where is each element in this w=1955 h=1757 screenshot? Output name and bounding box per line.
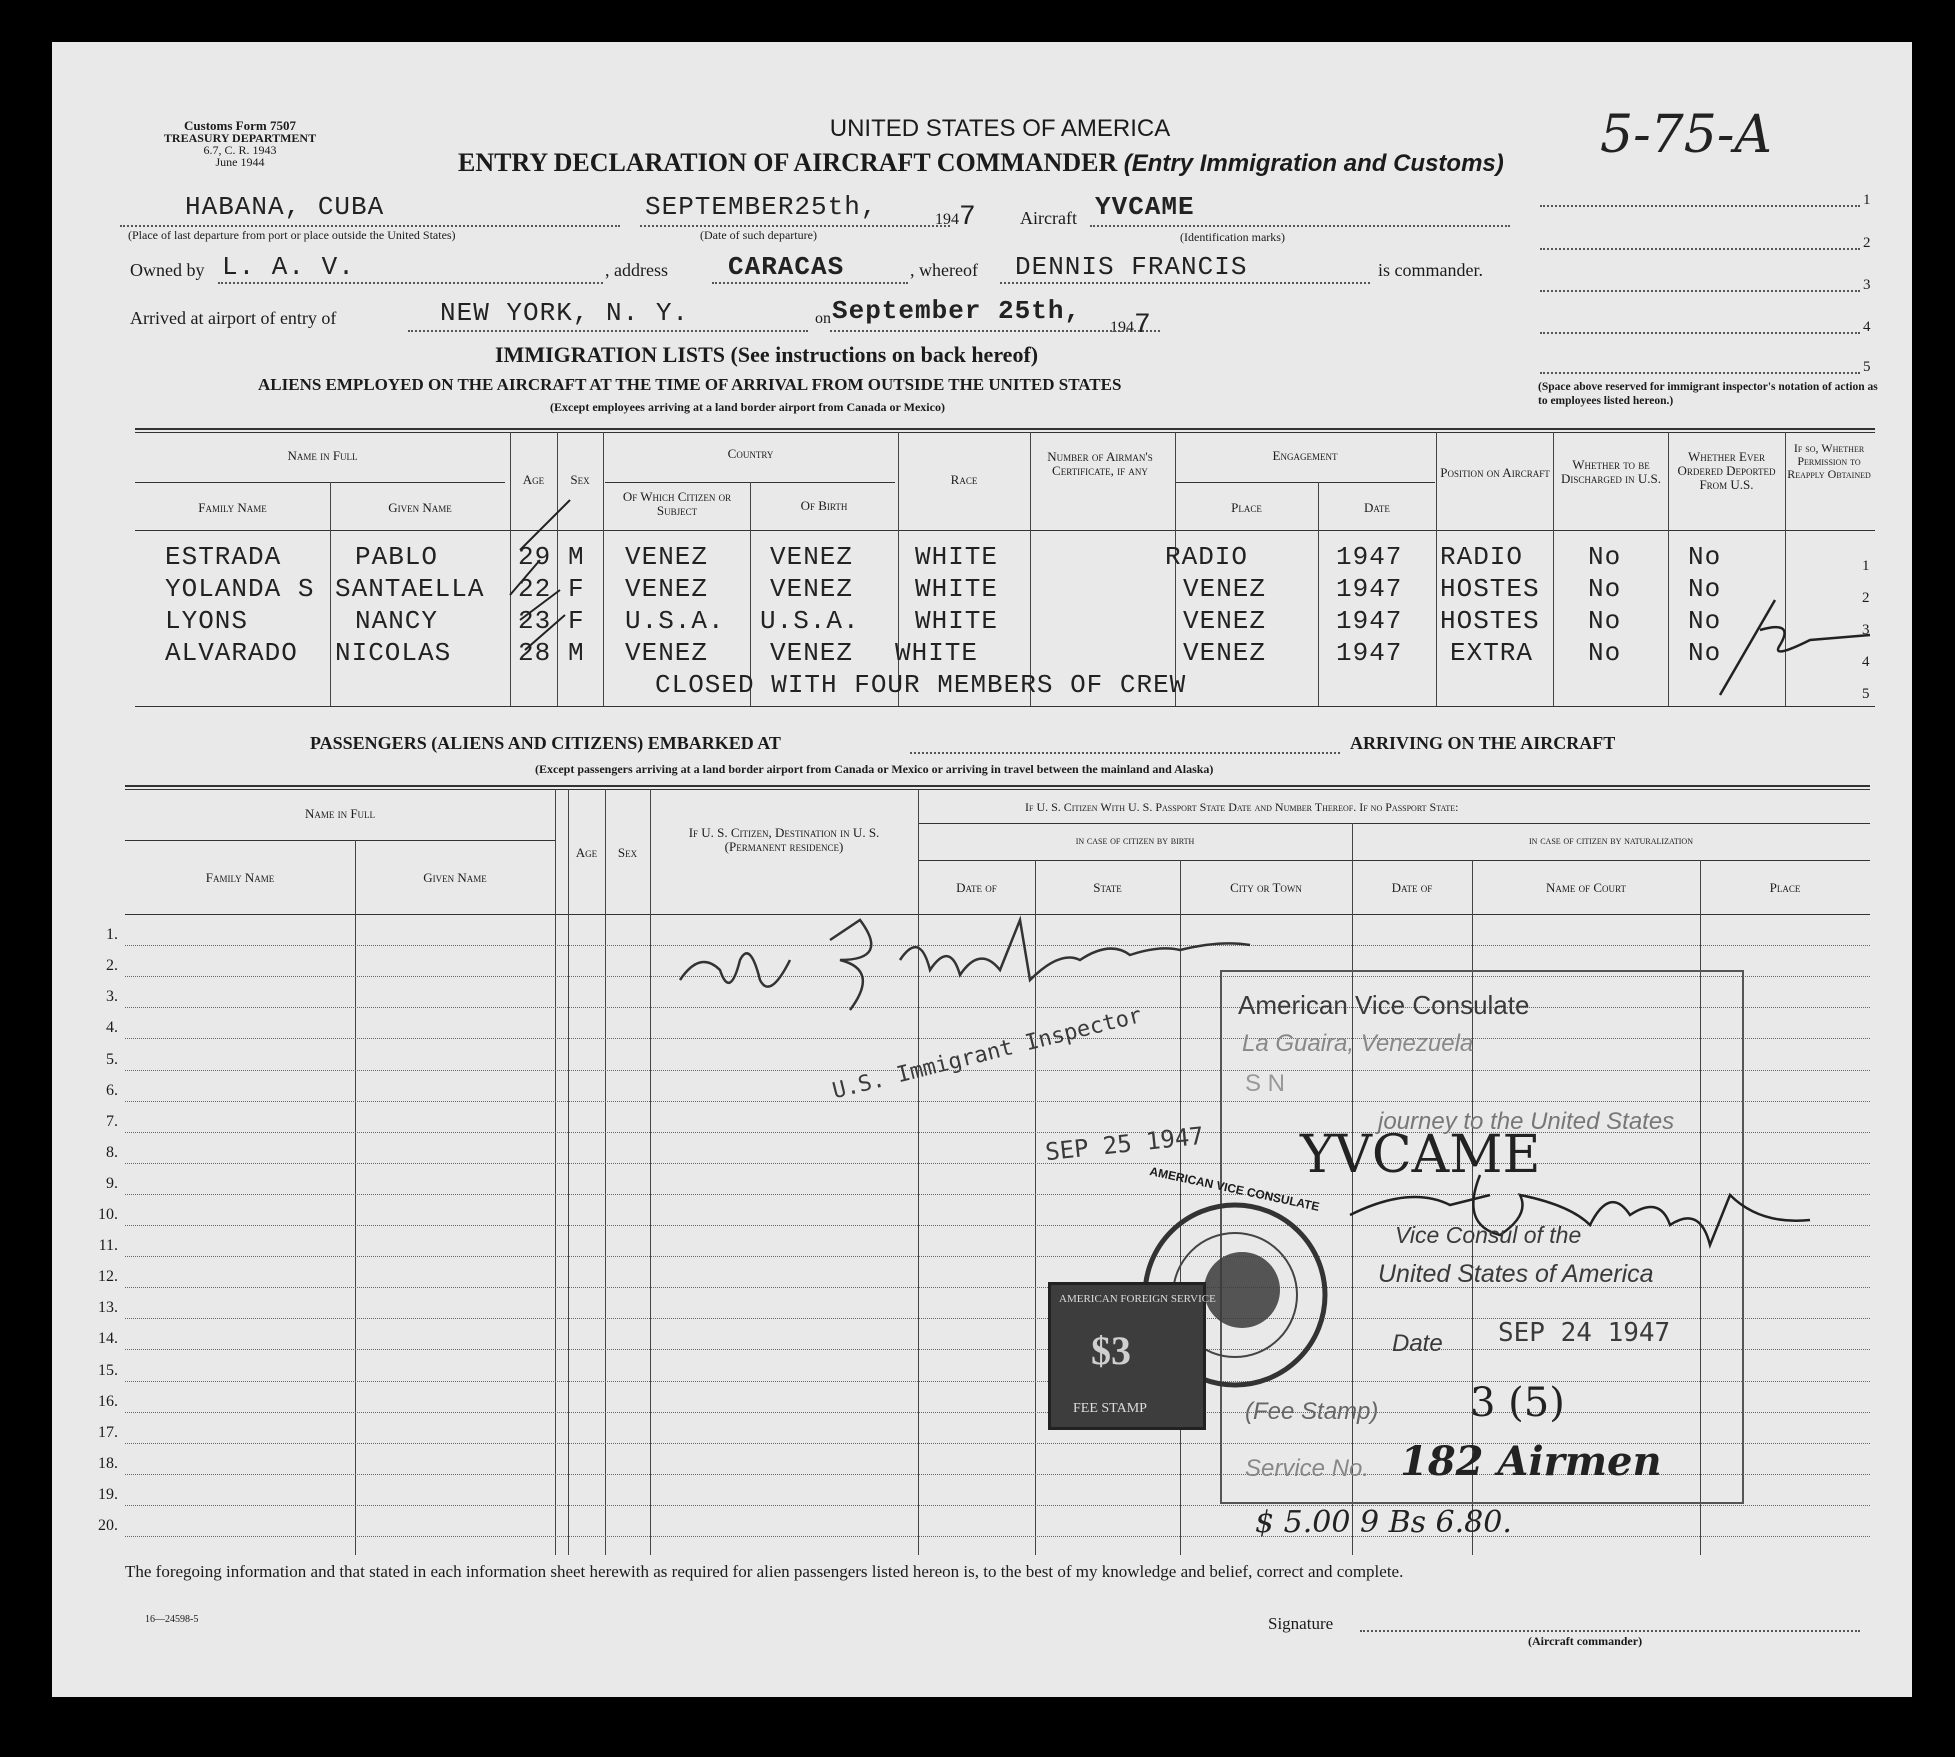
- rule-line: [1540, 372, 1860, 374]
- table-rule: [135, 428, 1875, 430]
- signature-caption: (Aircraft commander): [1528, 1634, 1643, 1648]
- crew-family: ESTRADA: [165, 542, 282, 572]
- crew-family: LYONS: [165, 606, 249, 636]
- consul-signature: [660, 900, 1280, 1040]
- table-divider: [605, 789, 606, 1555]
- aircraft-label: Aircraft: [1020, 208, 1077, 228]
- passenger-row-number: 19.: [98, 1485, 118, 1503]
- consul-date-label: Date: [1392, 1330, 1443, 1357]
- passenger-row-number: 20.: [98, 1517, 118, 1534]
- crew-eng-place: RADIO: [1165, 542, 1249, 572]
- form-department: TREASURY DEPARTMENT: [163, 131, 317, 145]
- crew-eng-date: 1947: [1336, 574, 1403, 604]
- row-number: 3: [1862, 622, 1870, 638]
- aircraft-handwritten: YVCAME: [1300, 1125, 1541, 1185]
- passenger-row-number: 17.: [98, 1423, 118, 1441]
- closing-line: CLOSED WITH FOUR MEMBERS OF CREW: [655, 670, 1187, 700]
- table-rule: [918, 823, 1870, 824]
- passenger-row-line: [125, 1505, 1870, 1506]
- table-rule: [135, 530, 1875, 531]
- col-citizen: Of Which Citizen or Subject: [622, 489, 732, 518]
- crew-eng-place: VENEZ: [1183, 606, 1267, 636]
- rule-line: [120, 225, 620, 227]
- fee-stamp-count: 3 (5): [1470, 1380, 1565, 1426]
- arrival-year-prefix: 194: [1110, 319, 1134, 336]
- passenger-row-number: 4.: [106, 1019, 118, 1037]
- departure-year-prefix: 194: [935, 211, 959, 228]
- owner: L. A. V.: [222, 252, 355, 282]
- col-discharged: Whether to be Discharged in U.S.: [1560, 457, 1661, 486]
- crew-deported: No: [1688, 574, 1722, 604]
- col-name-in-full: Name in Full: [287, 448, 358, 463]
- table-divider: [1553, 432, 1554, 706]
- crew-discharged: No: [1588, 606, 1622, 636]
- consulate-journey: journey to the United States: [1378, 1108, 1675, 1135]
- seal-text: AMERICAN VICE CONSULATE: [1148, 1164, 1321, 1214]
- crew-position: HOSTES: [1440, 574, 1540, 604]
- col-passport: If U. S. Citizen With U. S. Passport State Date and Number Thereof. If no Passport State:: [1025, 800, 1459, 814]
- crew-deported: No: [1688, 542, 1722, 572]
- whereof-label: , whereof: [910, 260, 978, 280]
- passenger-row-number: 1.: [106, 926, 118, 944]
- form-title-sub: (Entry Immigration and Customs): [1123, 150, 1504, 177]
- crew-citizen: VENEZ: [625, 542, 709, 572]
- passenger-row-number: 3.: [106, 988, 118, 1006]
- crew-given: NICOLAS: [335, 638, 452, 668]
- consul-date: SEP 24 1947: [1498, 1318, 1671, 1348]
- passenger-row-line: [125, 1536, 1870, 1537]
- col-birth: Of Birth: [800, 498, 848, 513]
- col-race: Race: [950, 472, 978, 487]
- fee-stamp: [1048, 1282, 1216, 1430]
- crew-race: WHITE: [915, 574, 999, 604]
- passenger-row-number: 15.: [98, 1361, 118, 1379]
- crew-eng-date: 1947: [1336, 638, 1403, 668]
- arrival-airport: NEW YORK, N. Y.: [440, 298, 690, 328]
- signature-line[interactable]: [1360, 1630, 1860, 1632]
- passenger-row-number: 2.: [106, 957, 118, 975]
- col-birth-date: Date of: [956, 880, 997, 895]
- file-number: 5-75-A: [1600, 105, 1772, 165]
- immigration-note: (Except employees arriving at a land border airport from Canada or Mexico): [550, 400, 945, 414]
- crew-sex: F: [568, 574, 585, 604]
- col-position: Position on Aircraft: [1440, 465, 1550, 480]
- crew-sex: M: [568, 638, 585, 668]
- immigration-title: IMMIGRATION LISTS (See instructions on back hereof): [495, 342, 1039, 367]
- form-title: [458, 148, 1504, 178]
- print-code: 16—24598-5: [145, 1614, 199, 1625]
- consulate-name: American Vice Consulate: [1238, 990, 1530, 1020]
- crew-sex: F: [568, 606, 585, 636]
- passenger-row-number: 7.: [106, 1112, 118, 1130]
- immigration-subtitle: ALIENS EMPLOYED ON THE AIRCRAFT AT THE TIME OF ARRIVAL FROM OUTSIDE THE UNITED STATES: [258, 375, 1122, 394]
- row-number: 5: [1862, 686, 1870, 702]
- fee-stamp-top: AMERICAN FOREIGN SERVICE: [1059, 1293, 1216, 1305]
- crew-given: NANCY: [355, 606, 439, 636]
- form-regulation: 6.7, C. R. 1943: [203, 143, 277, 157]
- passenger-row-number: 11.: [98, 1237, 118, 1255]
- passengers-title: PASSENGERS (ALIENS AND CITIZENS) EMBARKED AT: [310, 733, 781, 753]
- crew-discharged: No: [1588, 638, 1622, 668]
- inspector-stamp-date: SEP 25 1947: [1043, 1121, 1205, 1167]
- crew-deported: No: [1688, 638, 1722, 668]
- rule-line: [640, 225, 950, 227]
- signature-label: Signature: [1268, 1614, 1334, 1633]
- handwritten-strike-marks: [480, 490, 620, 660]
- row-number: 2: [1862, 590, 1870, 606]
- crew-birth: VENEZ: [770, 574, 854, 604]
- consulate-place: La Guaira, Venezuela: [1242, 1030, 1474, 1057]
- col-by-birth: in case of citizen by birth: [1075, 835, 1195, 847]
- passengers-note: (Except passengers arriving at a land border airport from Canada or Mexico or arriving in travel between the mainland and Alaska): [535, 762, 1214, 776]
- table-divider: [568, 789, 569, 1555]
- col-family-name: Family Name: [205, 870, 275, 885]
- aircraft-marks: YVCAME: [1095, 192, 1195, 222]
- table-rule: [135, 482, 505, 483]
- table-rule: [918, 860, 1870, 861]
- crew-race: WHITE: [915, 606, 999, 636]
- crew-given: SANTAELLA: [335, 574, 485, 604]
- rule-line: [1540, 205, 1860, 207]
- departure-year-digit: 7: [959, 202, 977, 233]
- country-heading: UNITED STATES OF AMERICA: [829, 115, 1171, 142]
- col-place: Place: [1231, 500, 1262, 515]
- passenger-row-number: 8.: [106, 1143, 118, 1161]
- col-age: Age: [575, 845, 598, 860]
- arrival-year: [1110, 310, 1152, 341]
- fee-stamp-value: $3: [1091, 1328, 1131, 1373]
- table-rule: [125, 789, 1870, 790]
- passenger-row-number: 14.: [98, 1330, 118, 1348]
- fee-stamp-bottom: FEE STAMP: [1073, 1401, 1147, 1416]
- crew-citizen: VENEZ: [625, 574, 709, 604]
- crew-position: EXTRA: [1450, 638, 1534, 668]
- margin-number: 5: [1863, 359, 1871, 375]
- passengers-title-right: ARRIVING ON THE AIRCRAFT: [1350, 733, 1616, 753]
- table-rule: [135, 432, 1875, 433]
- arrival-year-digit: 7: [1134, 310, 1152, 341]
- table-divider: [1436, 432, 1437, 706]
- crew-age: 29: [518, 542, 552, 572]
- col-state: State: [1093, 880, 1122, 895]
- table-divider: [1668, 432, 1669, 706]
- fee-stamp-label: (Fee Stamp): [1245, 1398, 1379, 1425]
- col-sex: Sex: [570, 472, 590, 487]
- departure-place: HABANA, CUBA: [185, 192, 385, 222]
- crew-position: HOSTES: [1440, 606, 1540, 636]
- consulate-sign-label: S N: [1245, 1070, 1286, 1097]
- margin-number: 4: [1863, 319, 1871, 335]
- passenger-row-number: 10.: [98, 1206, 118, 1223]
- col-destination: If U. S. Citizen, Destination in U. S. (Permanent residence): [688, 825, 880, 854]
- passenger-row-number: 18.: [98, 1454, 118, 1472]
- col-court: Name of Court: [1545, 880, 1627, 895]
- col-country: Country: [727, 446, 774, 461]
- crew-age: 23: [518, 606, 552, 636]
- crew-sex: M: [568, 542, 585, 572]
- rule-line: [712, 282, 908, 284]
- margin-number: 1: [1863, 192, 1871, 208]
- crew-citizen: U.S.A.: [625, 606, 725, 636]
- crew-given: PABLO: [355, 542, 439, 572]
- service-number-label: Service No.: [1245, 1455, 1370, 1482]
- passenger-row-number: 6.: [106, 1081, 118, 1099]
- handwritten-initials: [1700, 590, 1880, 700]
- margin-number: 3: [1863, 277, 1871, 293]
- on-label: on: [815, 310, 831, 327]
- crew-age: 28: [518, 638, 552, 668]
- row-number: 4: [1862, 654, 1870, 670]
- passenger-row-number: 9.: [106, 1174, 118, 1192]
- crew-position: RADIO: [1440, 542, 1524, 572]
- rule-line: [218, 282, 603, 284]
- col-by-naturalization: in case of citizen by naturalization: [1529, 835, 1693, 847]
- col-deported: Whether Ever Ordered Deported From U.S.: [1677, 449, 1776, 492]
- col-date: Date: [1364, 500, 1390, 515]
- crew-discharged: No: [1588, 542, 1622, 572]
- rule-line: [1540, 248, 1860, 250]
- table-rule: [125, 840, 555, 841]
- col-family-name: Family Name: [198, 500, 267, 515]
- passenger-row-number: 16.: [98, 1392, 118, 1410]
- col-engagement: Engagement: [1272, 448, 1338, 463]
- arrival-date: September 25th,: [832, 296, 1082, 326]
- crew-race: WHITE: [895, 638, 979, 668]
- form-date: June 1944: [215, 155, 265, 169]
- crew-birth: VENEZ: [770, 638, 854, 668]
- vice-consul-label: Vice Consul of the: [1395, 1222, 1582, 1248]
- crew-race: WHITE: [915, 542, 999, 572]
- rule-line: [408, 330, 808, 332]
- departure-date-caption: (Date of such departure): [700, 228, 817, 242]
- identification-caption: (Identification marks): [1180, 230, 1285, 244]
- crew-eng-place: VENEZ: [1183, 638, 1267, 668]
- rule-line: [910, 752, 1340, 754]
- col-sex: Sex: [617, 845, 638, 860]
- crew-citizen: VENEZ: [625, 638, 709, 668]
- declaration-text: The foregoing information and that stated in each information sheet herewith as required for alien passengers listed hereon is, to the best of my knowledge and belief, correct and complete.: [125, 1562, 1404, 1581]
- crew-eng-date: 1947: [1336, 542, 1403, 572]
- col-airman-cert: Number of Airman's Certificate, if any: [1047, 449, 1153, 478]
- rule-line: [830, 330, 1160, 332]
- col-given-name: Given Name: [423, 870, 487, 885]
- table-rule: [135, 706, 1875, 707]
- margin-number: 2: [1863, 235, 1871, 251]
- fee-note: $ 5.00 9 Bs 6.80.: [1255, 1505, 1512, 1540]
- col-city: City or Town: [1230, 880, 1302, 895]
- table-divider: [555, 789, 556, 1555]
- col-given-name: Given Name: [388, 500, 452, 515]
- inspector-stamp: U.S. Immigrant Inspector: [830, 1003, 1145, 1105]
- table-divider: [355, 840, 356, 1555]
- crew-birth: VENEZ: [770, 542, 854, 572]
- col-naturalization-place: Place: [1769, 880, 1801, 895]
- rule-line: [1090, 225, 1510, 227]
- col-permission: If so, Whether Permission to Reapply Obtained: [1787, 441, 1871, 481]
- commander-suffix: is commander.: [1378, 260, 1483, 280]
- col-naturalization-date: Date of: [1391, 880, 1433, 895]
- rule-line: [1000, 282, 1370, 284]
- service-number-value: 182 Airmen: [1400, 1438, 1662, 1485]
- arrived-label: Arrived at airport of entry of: [130, 308, 337, 328]
- crew-discharged: No: [1588, 574, 1622, 604]
- col-name-in-full: Name in Full: [304, 806, 376, 821]
- col-age: Age: [522, 472, 545, 487]
- usa-label: United States of America: [1378, 1260, 1654, 1288]
- table-rule: [125, 785, 1870, 787]
- passenger-row-number: 5.: [106, 1050, 118, 1068]
- address: CARACAS: [728, 252, 845, 282]
- crew-deported: No: [1688, 606, 1722, 636]
- address-label: , address: [605, 260, 668, 280]
- table-divider: [650, 789, 651, 1555]
- passenger-row-number: 13.: [98, 1299, 118, 1317]
- form-number: Customs Form 7507: [184, 118, 296, 133]
- crew-family: YOLANDA S: [165, 574, 315, 604]
- rule-line: [1540, 290, 1860, 292]
- passenger-row-number: 12.: [98, 1268, 118, 1286]
- departure-place-caption: (Place of last departure from port or place outside the United States): [128, 228, 456, 242]
- departure-year: [935, 202, 977, 233]
- crew-family: ALVARADO: [165, 638, 298, 668]
- row-number: 1: [1862, 558, 1870, 574]
- table-divider: [1030, 432, 1031, 706]
- departure-date: SEPTEMBER25th,: [645, 192, 878, 222]
- form-title-main: ENTRY DECLARATION OF AIRCRAFT COMMANDER: [458, 148, 1118, 177]
- form-identifier: [120, 120, 360, 168]
- reserved-note: (Space above reserved for immigrant inspector's notation of action as to employees listed hereon.): [1538, 381, 1878, 407]
- table-rule: [1175, 482, 1435, 483]
- rule-line: [1540, 332, 1860, 334]
- crew-age: 22: [518, 574, 552, 604]
- owned-by-label: Owned by: [130, 260, 205, 280]
- crew-birth: U.S.A.: [760, 606, 860, 636]
- crew-eng-place: VENEZ: [1183, 574, 1267, 604]
- commander: DENNIS FRANCIS: [1015, 252, 1248, 282]
- crew-eng-date: 1947: [1336, 606, 1403, 636]
